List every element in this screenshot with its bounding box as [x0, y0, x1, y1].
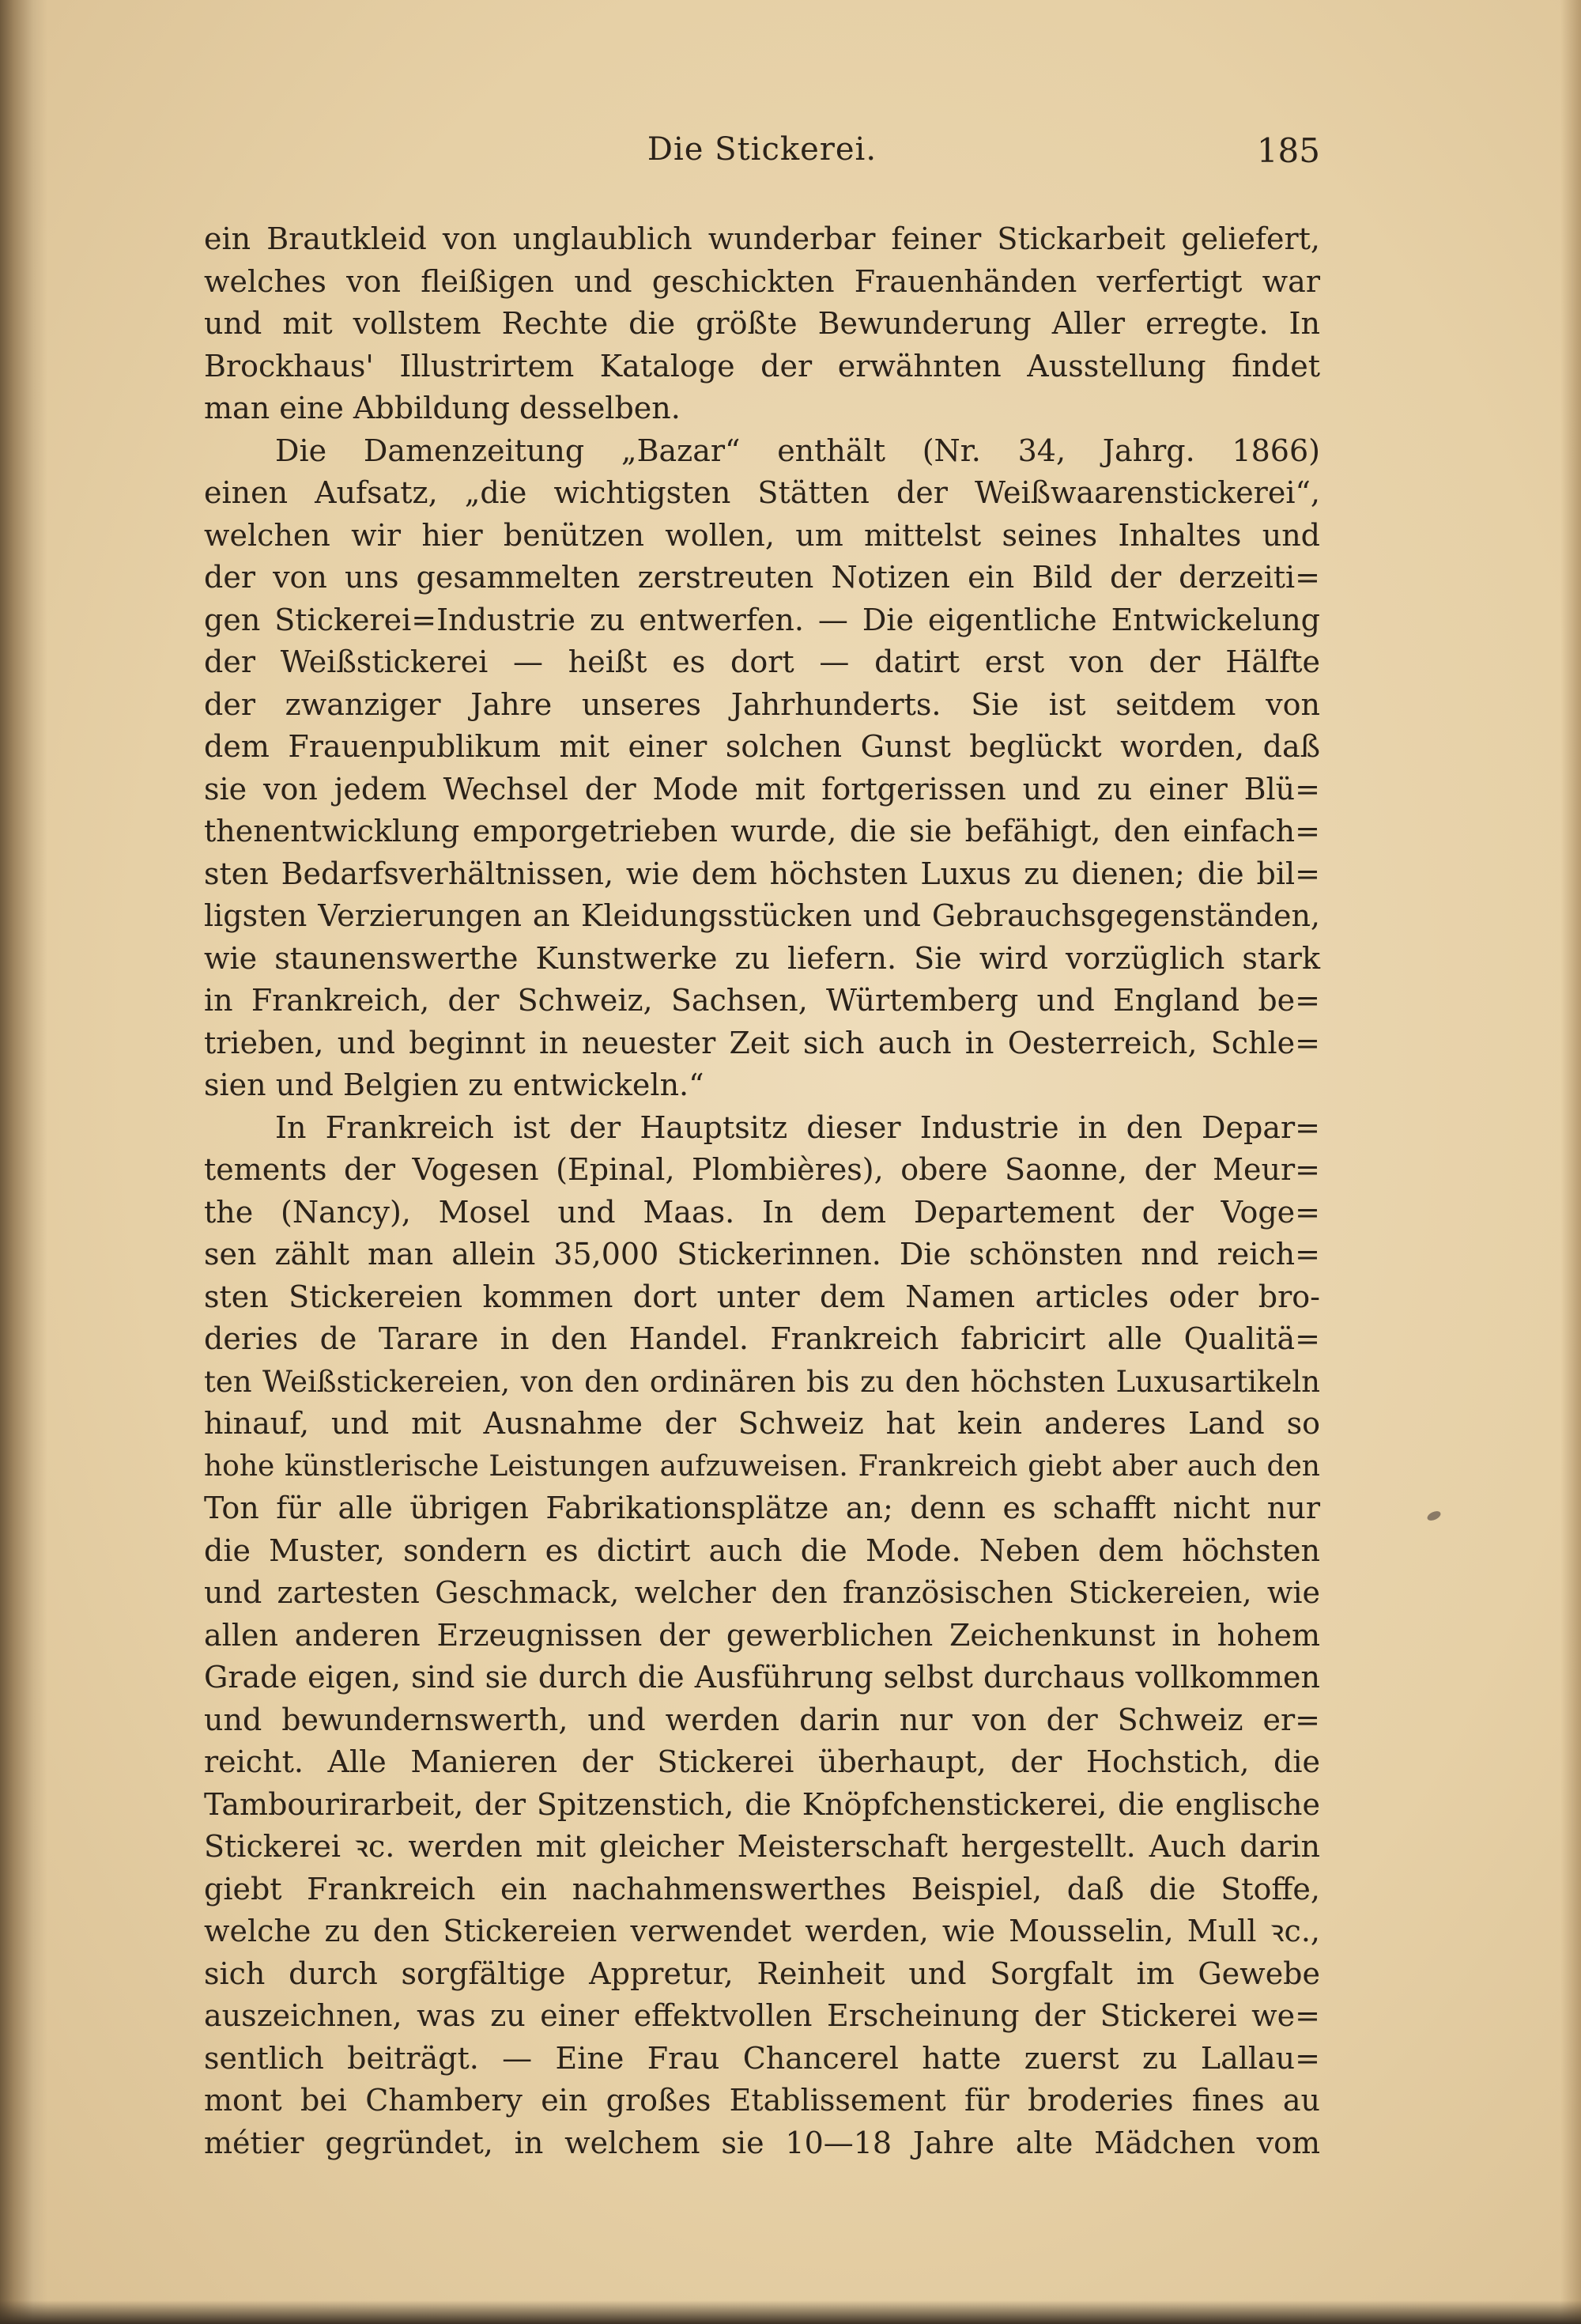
text-line: giebt Frankreich ein nachahmenswerthes Beispiel, daß die Stoffe, — [204, 1871, 1320, 1906]
text-line: sich durch sorgfältige Appretur, Reinheit und Sorgfalt im Gewebe — [204, 1956, 1320, 1991]
text-line: sten Bedarfsverhältnissen, wie dem höchsten Luxus zu dienen; die bil= — [204, 856, 1320, 891]
text-line: sen zählt man allein 35,000 Stickerinnen. Die schönsten nnd reich= — [204, 1237, 1320, 1272]
page-number: 185 — [1256, 131, 1320, 170]
text-line: thenentwicklung emporgetrieben wurde, die sie befähigt, den einfach= — [204, 814, 1320, 848]
text-line: man eine Abbildung desselben. — [204, 391, 681, 425]
text-line: Grade eigen, sind sie durch die Ausführung selbst durchaus vollkommen — [204, 1660, 1320, 1695]
text-line: der zwanziger Jahre unseres Jahrhunderts. Sie ist seitdem von — [204, 686, 1320, 722]
page-edge — [1560, 0, 1581, 2324]
text-line: und bewundernswerth, und werden darin nur von der Schweiz er= — [204, 1702, 1320, 1737]
text-line: ligsten Verzierungen an Kleidungsstücken und Gebrauchsgegenständen, — [204, 898, 1320, 933]
text-line: ten Weißstickereien, von den ordinären bis zu den höchsten Luxusartikeln — [204, 1364, 1320, 1399]
text-line: wie staunenswerthe Kunstwerke zu liefern. Sie wird vorzüglich stark — [204, 940, 1320, 976]
running-title: Die Stickerei. — [647, 131, 877, 168]
text-line: reicht. Alle Manieren der Stickerei überhaupt, der Hochstich, die — [204, 1744, 1320, 1779]
text-line: gen Stickerei=Industrie zu entwerfen. — Die eigentliche Entwickelung — [204, 602, 1320, 637]
text-line: der Weißstickerei — heißt es dort — datirt erst von der Hälfte — [204, 644, 1320, 679]
text-line: in Frankreich, der Schweiz, Sachsen, Würtemberg und England be= — [204, 983, 1320, 1018]
body-text — [204, 218, 1320, 2164]
text-line: und mit vollstem Rechte die größte Bewunderung Aller erregte. In — [204, 306, 1320, 341]
text-line: ein Brautkleid von unglaublich wunderbar feiner Stickarbeit geliefert, — [204, 221, 1320, 256]
text-line: einen Aufsatz, „die wichtigsten Stätten der Weißwaarenstickerei“, — [204, 475, 1320, 510]
text-line: Die Damenzeitung „Bazar“ enthält (Nr. 34, Jahrg. 1866) — [275, 433, 1320, 468]
page-header — [204, 131, 1320, 179]
text-line: hinauf, und mit Ausnahme der Schweiz hat kein anderes Land so — [204, 1406, 1320, 1441]
text-line: In Frankreich ist der Hauptsitz dieser Industrie in den Depar= — [275, 1109, 1320, 1145]
text-line: der von uns gesammelten zerstreuten Notizen ein Bild der derzeiti= — [204, 560, 1320, 595]
text-line: allen anderen Erzeugnissen der gewerblichen Zeichenkunst in hohem — [204, 1617, 1320, 1653]
text-line: trieben, und beginnt in neuester Zeit sich auch in Oesterreich, Schle= — [204, 1025, 1320, 1060]
text-line: tements der Vogesen (Epinal, Plombières), obere Saonne, der Meur= — [204, 1152, 1320, 1187]
page-bottom-edge — [0, 2300, 1581, 2324]
text-line: Tambourirarbeit, der Spitzenstich, die Knöpfchenstickerei, die englische — [204, 1786, 1320, 1822]
text-line: Stickerei ꝛc. werden mit gleicher Meisterschaft hergestellt. Auch darin — [204, 1829, 1320, 1864]
text-line: Ton für alle übrigen Fabrikationsplätze an; denn es schafft nicht nur — [204, 1491, 1320, 1525]
text-line: métier gegründet, in welchem sie 10—18 Jahre alte Mädchen vom — [204, 2125, 1320, 2160]
text-line: deries de Tarare in den Handel. Frankreich fabricirt alle Qualitä= — [204, 1321, 1320, 1356]
text-line: die Muster, sondern es dictirt auch die Mode. Neben dem höchsten — [204, 1532, 1320, 1568]
text-line: the (Nancy), Mosel und Maas. In dem Departement der Voge= — [204, 1194, 1320, 1230]
text-line: mont bei Chambery ein großes Etablissement für broderies fines au — [204, 2083, 1320, 2118]
text-line: sie von jedem Wechsel der Mode mit fortgerissen und zu einer Blü= — [204, 771, 1320, 807]
page-gutter — [0, 0, 47, 2324]
text-line: hohe künstlerische Leistungen aufzuweisen. Frankreich giebt aber auch den — [204, 1449, 1320, 1483]
text-line: welchen wir hier benützen wollen, um mittelst seines Inhaltes und — [204, 517, 1320, 553]
text-line: auszeichnen, was zu einer effektvollen Erscheinung der Stickerei we= — [204, 1998, 1320, 2033]
text-line: dem Frauenpublikum mit einer solchen Gunst beglückt worden, daß — [204, 729, 1320, 764]
text-line: sien und Belgien zu entwickeln.“ — [204, 1068, 704, 1102]
text-line: sten Stickereien kommen dort unter dem Namen articles oder bro- — [204, 1279, 1320, 1314]
text-line: und zartesten Geschmack, welcher den französischen Stickereien, wie — [204, 1575, 1320, 1610]
ink-speck — [1426, 1510, 1443, 1523]
text-line: sentlich beiträgt. — Eine Frau Chancerel hatte zuerst zu Lallau= — [204, 2040, 1320, 2076]
text-line: welche zu den Stickereien verwendet werden, wie Mousselin, Mull ꝛc., — [204, 1914, 1320, 1948]
text-line: welches von fleißigen und geschickten Frauenhänden verfertigt war — [204, 263, 1320, 299]
text-line: Brockhaus' Illustrirtem Kataloge der erwähnten Ausstellung findet — [204, 348, 1320, 384]
